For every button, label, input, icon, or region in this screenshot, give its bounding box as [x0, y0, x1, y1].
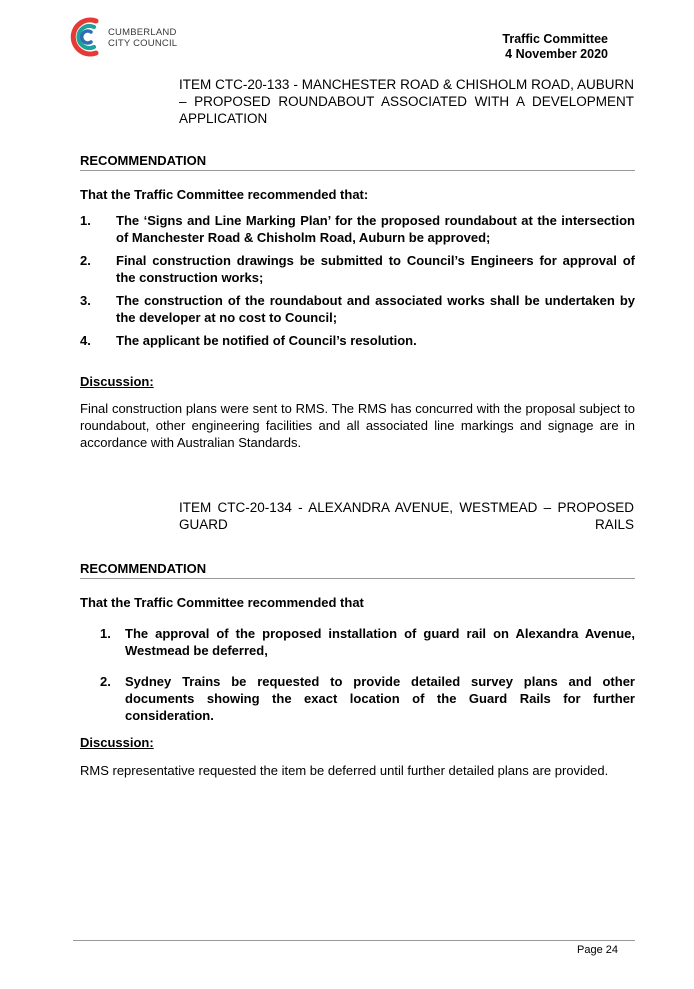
item1-recommendation-heading: RECOMMENDATION: [80, 153, 635, 171]
list-item-number: 2.: [100, 674, 111, 689]
page-header: [502, 32, 608, 62]
item2-recommendation-heading: RECOMMENDATION: [80, 561, 635, 579]
logo-name-line2: CITY COUNCIL: [108, 38, 178, 49]
list-item-text: The ‘Signs and Line Marking Plan’ for the proposed roundabout at the intersection of Manchester Road & Chisholm Road, Auburn be approved;: [116, 213, 635, 245]
list-item: [80, 212, 635, 246]
list-item-number: 1.: [100, 626, 111, 641]
meeting-date: 4 November 2020: [505, 47, 608, 61]
list-item-number: 4.: [80, 333, 91, 348]
list-item-number: 1.: [80, 213, 91, 228]
footer-divider: [73, 940, 635, 941]
list-item-text: Final construction drawings be submitted to Council’s Engineers for approval of the construction works;: [116, 253, 635, 285]
item2-discussion-heading: Discussion:: [80, 735, 154, 750]
list-item: [80, 332, 635, 349]
item2-recommendation-list: [100, 625, 635, 738]
list-item: [100, 673, 635, 724]
item1-discussion-heading: Discussion:: [80, 374, 154, 389]
item1-recommendation-intro: That the Traffic Committee recommended that:: [80, 187, 369, 202]
logo-name-line1: CUMBERLAND: [108, 27, 177, 38]
list-item: [100, 625, 635, 659]
list-item-text: Sydney Trains be requested to provide detailed survey plans and other documents showing the exact location of the Guard Rails for further consideration.: [125, 674, 635, 723]
item2-recommendation-intro: That the Traffic Committee recommended that: [80, 595, 364, 610]
council-logo: [64, 12, 204, 62]
item1-discussion-text: Final construction plans were sent to RMS. The RMS has concurred with the proposal subject to roundabout, other engineering facilities and all associated line markings and signage are in accordance with Australian Standards.: [80, 401, 635, 450]
council-logo-text: [108, 27, 177, 49]
page-number: Page 24: [577, 944, 618, 956]
list-item-text: The construction of the roundabout and associated works shall be undertaken by the developer at no cost to Council;: [116, 293, 635, 325]
item2-discussion-text: RMS representative requested the item be deferred until further detailed plans are provided.: [80, 763, 609, 778]
item1-title: ITEM CTC-20-133 - MANCHESTER ROAD & CHISHOLM ROAD, AUBURN – PROPOSED ROUNDABOUT ASSOCIATED WITH A DEVELOPMENT APPLICATION: [179, 77, 634, 126]
list-item-text: The approval of the proposed installation of guard rail on Alexandra Avenue, Westmead be deferred,: [125, 626, 635, 658]
item1-recommendation-list: [80, 212, 635, 355]
list-item: [80, 292, 635, 326]
list-item-number: 3.: [80, 293, 91, 308]
committee-name: Traffic Committee: [502, 32, 608, 46]
list-item-text: The applicant be notified of Council’s resolution.: [116, 333, 417, 348]
item2-title: ITEM CTC-20-134 - ALEXANDRA AVENUE, WESTMEAD – PROPOSED GUARD RAILS: [179, 500, 634, 532]
list-item-number: 2.: [80, 253, 91, 268]
list-item: [80, 252, 635, 286]
council-logo-icon: [64, 12, 106, 62]
